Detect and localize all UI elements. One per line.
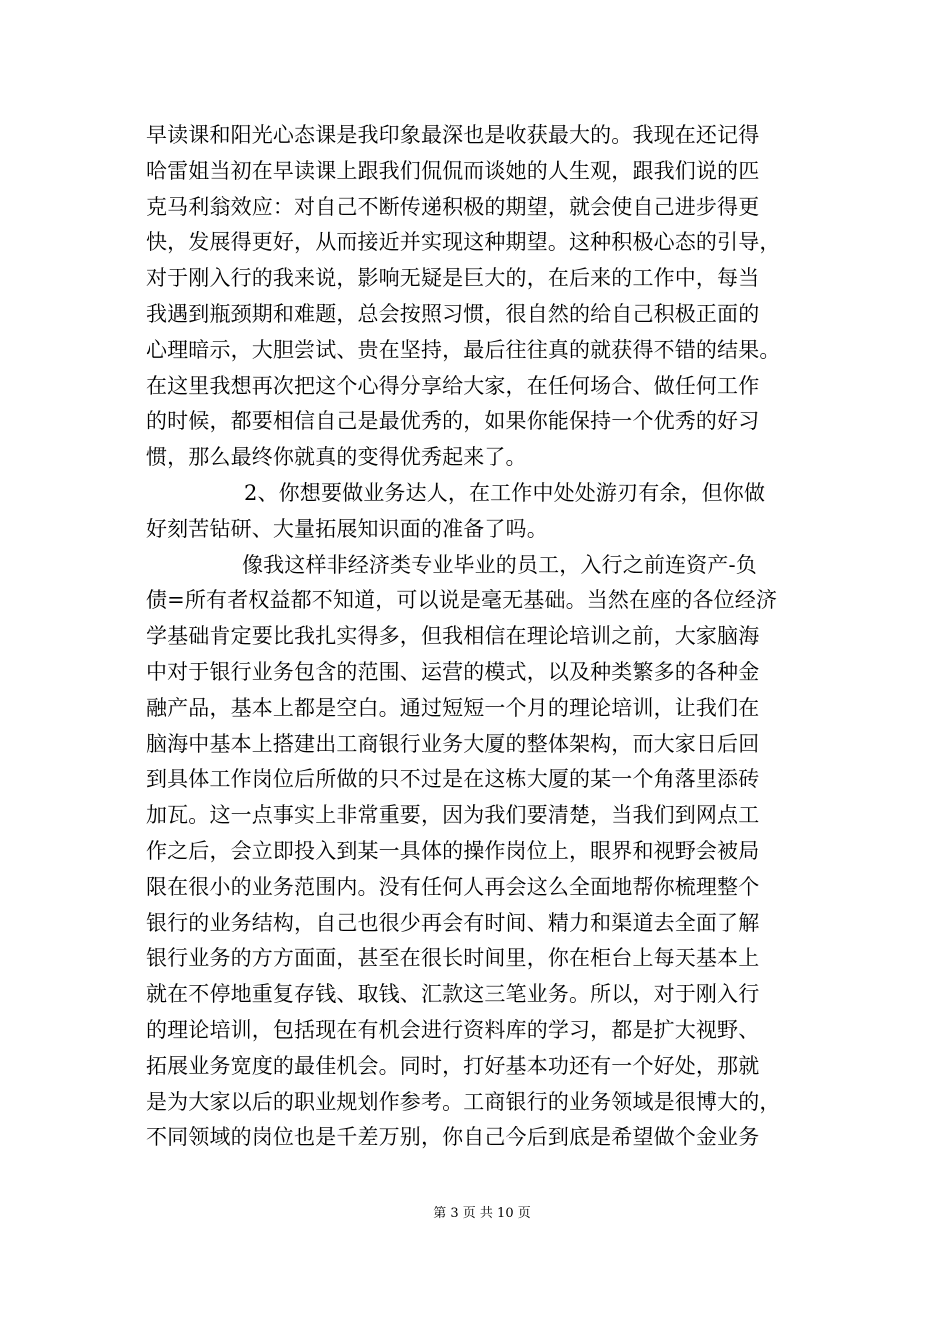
text-line: 融产品，基本上都是空白。通过短短一个月的理论培训，让我们在	[146, 695, 760, 720]
text-line: 中对于银行业务包含的范围、运营的模式，以及种类繁多的各种金	[146, 659, 760, 684]
text-line: 快，发展得更好，从而接近并实现这种期望。这种积极心态的引导，	[146, 230, 781, 255]
text-line: 学基础肯定要比我扎实得多，但我相信在理论培训之前，大家脑海	[146, 624, 760, 649]
text-line: 哈雷姐当初在早读课上跟我们侃侃而谈她的人生观，跟我们说的匹	[146, 158, 760, 183]
text-line: 是为大家以后的职业规划作参考。工商银行的业务领域是很博大的，	[146, 1089, 781, 1114]
text-line: 的时候，都要相信自己是最优秀的，如果你能保持一个优秀的好习	[146, 409, 760, 434]
text-line: 不同领域的岗位也是千差万别，你自己今后到底是希望做个金业务	[146, 1125, 760, 1150]
text-line: 银行业务的方方面面，甚至在很长时间里，你在柜台上每天基本上	[146, 946, 760, 971]
text-line: 限在很小的业务范围内。没有任何人再会这么全面地帮你梳理整个	[146, 874, 760, 899]
text-line: 对于刚入行的我来说，影响无疑是巨大的，在后来的工作中，每当	[146, 266, 760, 291]
text-line: 在这里我想再次把这个心得分享给大家，在任何场合、做任何工作	[146, 373, 760, 398]
text-line: 加瓦。这一点事实上非常重要，因为我们要清楚，当我们到网点工	[146, 803, 760, 828]
section-heading-line: 2、你想要做业务达人，在工作中处处游刃有余，但你做	[244, 480, 766, 505]
text-line: 的理论培训，包括现在有机会进行资料库的学习，都是扩大视野、	[146, 1017, 760, 1042]
text-line: 银行的业务结构，自己也很少再会有时间、精力和渠道去全面了解	[146, 910, 760, 935]
section-heading-line: 好刻苦钻研、大量拓展知识面的准备了吗。	[146, 516, 548, 541]
text-line: 就在不停地重复存钱、取钱、汇款这三笔业务。所以，对于刚入行	[146, 982, 760, 1007]
text-line: 拓展业务宽度的最佳机会。同时，打好基本功还有一个好处，那就	[146, 1053, 760, 1078]
text-line: 我遇到瓶颈期和难题，总会按照习惯，很自然的给自己积极正面的	[146, 301, 760, 326]
text-line: 惯，那么最终你就真的变得优秀起来了。	[146, 445, 527, 470]
text-line: 克马利翁效应：对自己不断传递积极的期望，就会使自己进步得更	[146, 194, 760, 219]
text-line: 脑海中基本上搭建出工商银行业务大厦的整体架构，而大家日后回	[146, 731, 760, 756]
text-line: 早读课和阳光心态课是我印象最深也是收获最大的。我现在还记得	[146, 123, 760, 147]
paragraph-first-line: 像我这样非经济类专业毕业的员工，入行之前连资产-负	[242, 552, 757, 577]
body-text	[146, 118, 816, 1156]
text-line: 到具体工作岗位后所做的只不过是在这栋大厦的某一个角落里添砖	[146, 767, 760, 792]
page-number-footer: 第 3 页 共 10 页	[433, 1206, 531, 1221]
text-line: 作之后，会立即投入到某一具体的操作岗位上，眼界和视野会被局	[146, 838, 760, 863]
text-line: 心理暗示，大胆尝试、贵在坚持，最后往往真的就获得不错的结果。	[146, 337, 781, 362]
text-line: 债=所有者权益都不知道，可以说是毫无基础。当然在座的各位经济	[146, 588, 778, 613]
